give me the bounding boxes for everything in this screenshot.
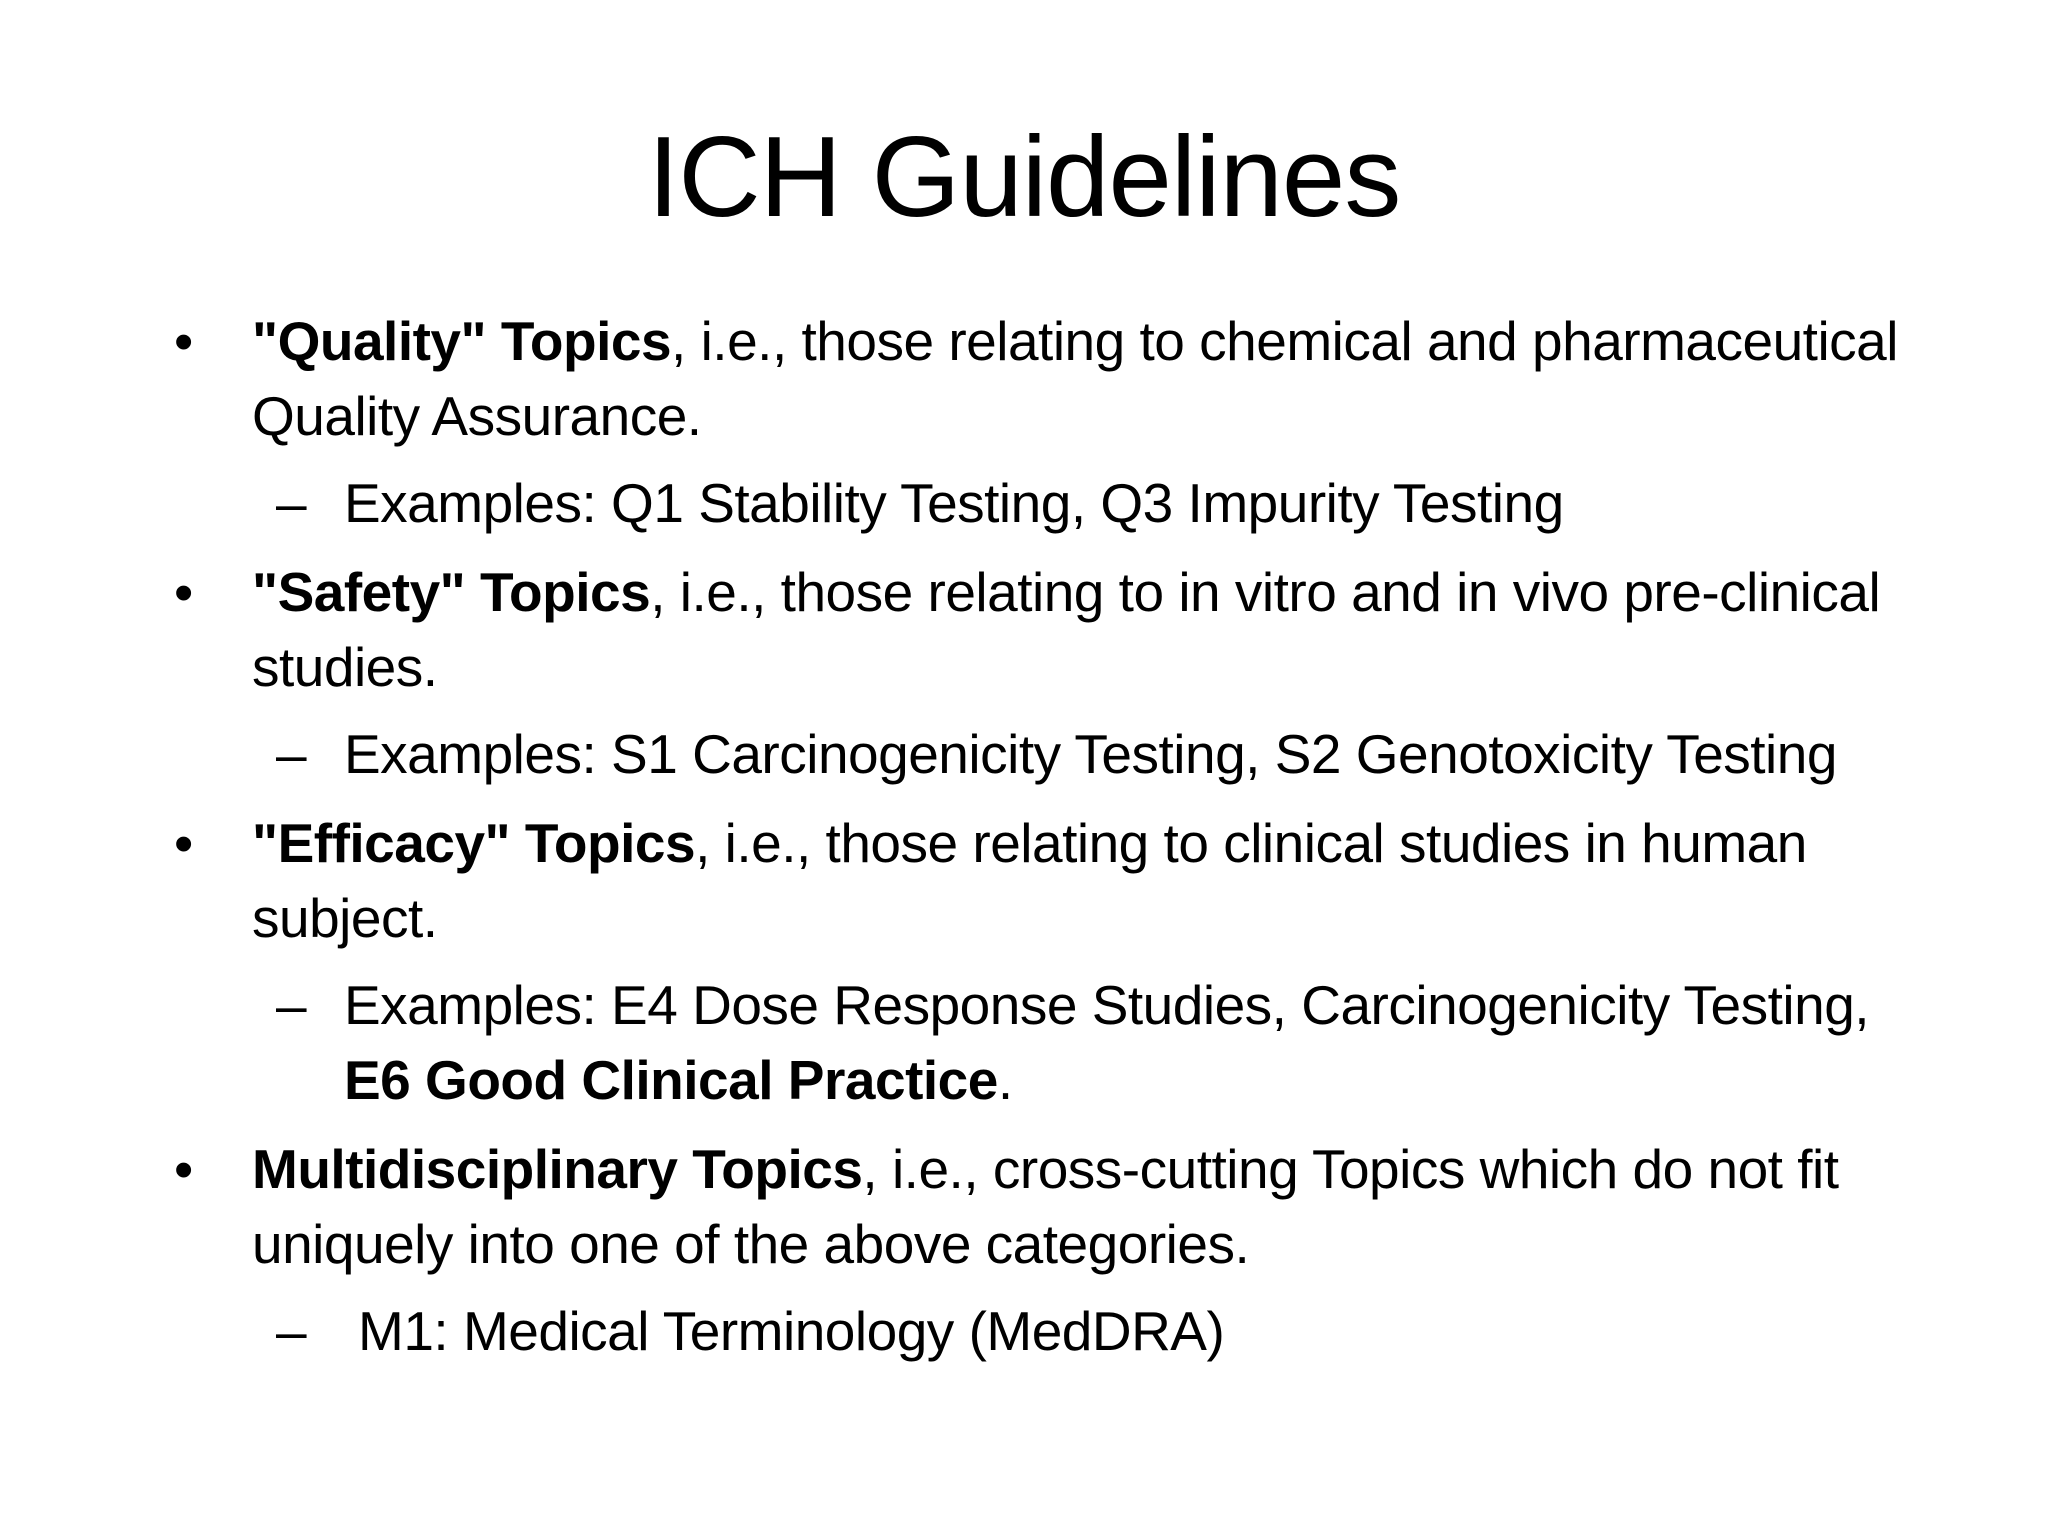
dash-icon: – <box>276 974 307 1036</box>
sub-item-text: Examples: S1 Carcinogenicity Testing, S2 Genotoxicity Testing <box>344 723 1837 785</box>
sub-item-text: Examples: Q1 Stability Testing, Q3 Impurity Testing <box>344 472 1564 534</box>
bullet-heading: "Safety" Topics <box>252 561 651 623</box>
bullet-item-safety <box>160 555 1900 705</box>
bullet-icon: • <box>174 561 193 623</box>
bullet-icon: • <box>174 1138 193 1200</box>
bullet-text: , i.e., those relating to clinical studies in human subject. <box>252 812 1807 949</box>
sub-item-multidisciplinary-examples <box>160 1294 1900 1369</box>
bullet-text: , i.e., cross-cutting Topics which do not fit uniquely into one of the above categories. <box>252 1138 1839 1275</box>
dash-icon: – <box>276 723 307 785</box>
sub-item-text-post: . <box>997 1049 1013 1111</box>
bullet-icon: • <box>174 310 193 372</box>
sub-item-safety-examples <box>160 717 1900 792</box>
bullet-text: , i.e., those relating to chemical and pharmaceutical Quality Assurance. <box>252 310 1898 447</box>
dash-icon: – <box>276 472 307 534</box>
bullet-heading: "Efficacy" Topics <box>252 812 696 874</box>
bullet-item-multidisciplinary <box>160 1132 1900 1282</box>
sub-item-text: M1: Medical Terminology (MedDRA) <box>358 1300 1225 1362</box>
slide-title: ICH Guidelines <box>647 114 1401 241</box>
sub-item-text-bold: E6 Good Clinical Practice <box>344 1049 998 1111</box>
bullet-list <box>160 304 1900 1369</box>
sub-item-text-pre: Examples: E4 Dose Response Studies, Carcinogenicity Testing, <box>344 974 1870 1036</box>
bullet-item-quality <box>160 304 1900 454</box>
sub-item-quality-examples <box>160 466 1900 541</box>
bullet-text: , i.e., those relating to in vitro and in vivo pre-clinical studies. <box>252 561 1881 698</box>
sub-item-efficacy-examples <box>160 968 1900 1118</box>
bullet-icon: • <box>174 812 193 874</box>
bullet-item-efficacy <box>160 806 1900 956</box>
bullet-heading: Multidisciplinary Topics <box>252 1138 863 1200</box>
dash-icon: – <box>276 1300 307 1362</box>
bullet-heading: "Quality" Topics <box>252 310 672 372</box>
